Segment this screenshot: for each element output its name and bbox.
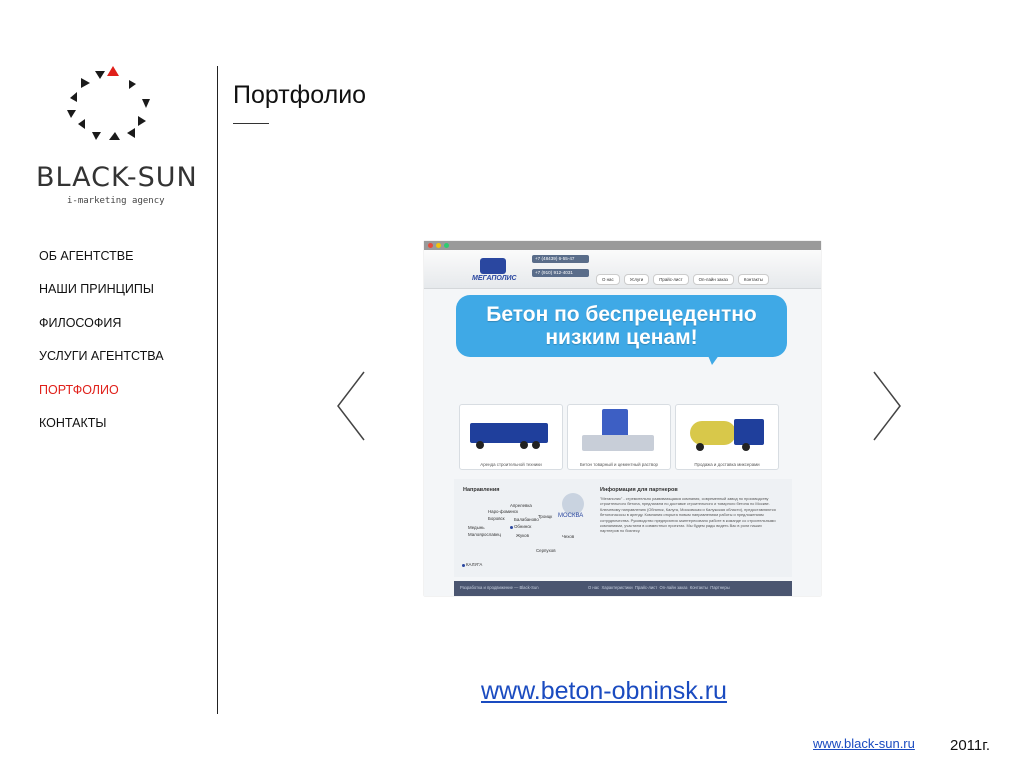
menu-item-philosophy[interactable]: ФИЛОСОФИЯ [39,315,122,330]
preview-partners-title: Информация для партнеров [600,487,678,493]
preview-footer-nav: О нас Характеристики Прайс-лист On-лайн заказ Контакты Партнеры [588,585,730,590]
window-minimize-icon [436,243,441,248]
preview-site-header [424,250,821,289]
menu-item-portfolio[interactable]: ПОРТФОЛИО [39,382,119,397]
vertical-divider [217,66,218,714]
main-menu [39,248,164,448]
footer-year: 2011г. [950,737,991,754]
preview-card-caption: Продажа и доставка миксерами [694,462,760,467]
preview-card-delivery [675,404,779,470]
mixer-truck-icon [480,258,506,274]
preview-site-logo: МЕГАПОЛИС [472,275,517,282]
preview-partners-text: "Мегаполис" - стремительно развивающаяся компания, современный завод по производству строительного бетона, предлагаем по доставке строительного и товарного бетона по Москве. Ключевому направлению (Обнинск, Калуга, Московская и Калужская области), предоставляются бетононасосы в аренду. Компания открыта новым направлениям работы и предложениям сотрудничества. Руководство предприятия заинтересовано работе в команде со строительными компаниями, участием в совместных проектах. Мы будем рады видеть Вас в роли наших партнеров по бизнесу. [600,496,776,534]
preview-site-footer [454,581,792,596]
window-close-icon [428,243,433,248]
preview-nav-item: On-лайн заказ [693,274,734,285]
preview-card-concrete [567,404,671,470]
sun-triangles-icon [64,62,160,152]
page-title: Портфолио [233,81,367,109]
preview-nav-item: О нас [596,274,620,285]
footer-website-link[interactable]: www.black-sun.ru [813,736,915,751]
preview-nav-item: Услуги [624,274,650,285]
portfolio-preview-image[interactable] [424,241,821,596]
title-underline [233,123,269,124]
carousel-prev-button[interactable] [336,370,366,442]
preview-card-rental [459,404,563,470]
preview-banner-tail [706,351,722,365]
preview-site-nav [596,274,773,285]
chevron-left-icon [336,370,366,442]
preview-nav-item: Прайс-лист [653,274,688,285]
brand-name: BLACK-SUN [36,162,198,193]
portfolio-site-link[interactable]: www.beton-obninsk.ru [481,677,727,705]
preview-footer-credit: Разработка и продвижение — Black-Sun [460,585,539,590]
menu-item-about[interactable]: ОБ АГЕНТСТВЕ [39,249,134,263]
preview-banner-text: Бетон по беспрецедентно низким ценам! [486,303,757,349]
window-maximize-icon [444,243,449,248]
preview-nav-item: Контакты [738,274,769,285]
concrete-pump-truck-icon [470,423,548,443]
preview-card-caption: Бетон товарный и цементный раствор [579,462,659,467]
preview-phone-1: +7 (48439) 6-55-47 [532,255,589,263]
preview-directions-title: Направления [463,487,500,493]
menu-item-principles[interactable]: НАШИ ПРИНЦИПЫ [39,282,154,297]
chevron-right-icon [872,370,902,442]
menu-item-contacts[interactable]: КОНТАКТЫ [39,415,107,430]
black-sun-logo [36,62,198,212]
mixer-drum-icon [690,421,736,445]
mixer-cab-icon [734,419,764,445]
moscow-area-icon [562,493,584,515]
preview-info-section: Направления Апрелевка Наро-фоминск Боровск Балабаново Троицк МОСКВА Обнинск Медынь Малоярославец Жуков Чехов Серпухов КАЛУГА Информация для партнеров "Мегаполис" - стремительно развивающаяся компания, современный завод по производству строительного бетона, предлагаем по доставке строительного и товарного бетона по Москве. Ключевому направлению (Обнинск, Калуга, Московская и Калужская области), предоставляются бетононасосы в аренду. Компания открыта новым направлениям работы и предложениям сотрудничества. Руководство предприятия заинтересовано работе в команде со строительными компаниями, участием в совместных проектах. Мы будем рады видеть Вас в роли наших партнеров по бизнесу. [454,479,792,577]
brand-tagline: i-marketing agency [67,196,165,206]
preview-card-caption: Аренда строительной техники [480,462,542,467]
preview-phone-2: +7 (910) 912-4031 [532,269,589,277]
browser-chrome [424,241,821,250]
menu-item-services[interactable]: УСЛУГИ АГЕНТСТВА [39,349,164,364]
carousel-next-button[interactable] [872,370,902,442]
